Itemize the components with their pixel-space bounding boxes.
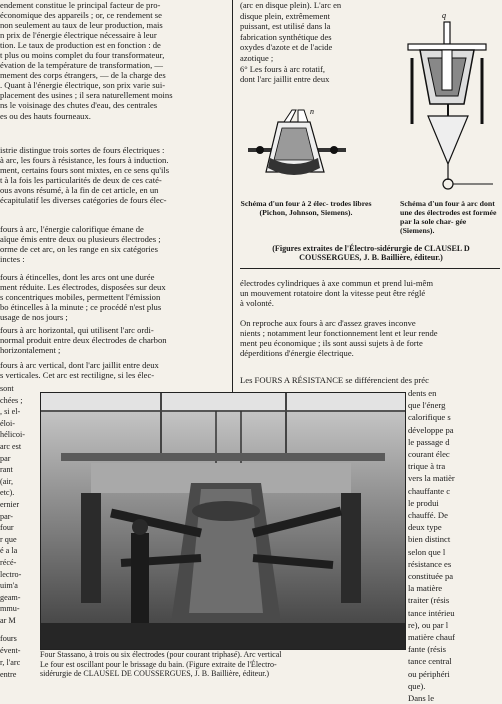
furnace-diagram-two-electrodes <box>248 100 346 194</box>
divider <box>240 268 500 269</box>
figure-caption: Schéma d'un four à arc dont une des électrodes est formée par la sole char- gée (Siemens). <box>400 199 497 235</box>
figures-credit: (Figures extraites de l'Électro-sidérurgie de CLAUSEL D COUSSERGUES, J. B. Baillière, éditeur.) <box>272 244 470 263</box>
list-item: fours à arc horizontal, qui utilisent l'arc ordi- normal produit entre deux électrodes de charbon horizontalement ; <box>0 325 167 356</box>
figure-letter: n <box>310 107 314 116</box>
rotatif-paragraph: électrodes cylindriques à axe commun et prend lui-mêm un mouvement rotatoire dont la vitesse peut être réglé à volonté. <box>240 278 434 309</box>
column-rule <box>232 0 233 440</box>
figure-letter: q <box>442 11 446 20</box>
list-item: fours à étincelles, dont les arcs ont une durée ment réduite. Les électrodes, disposées sur deux s concentriques mobiles, permettent l'émission bo étincelles à la minute ; ce procédé n'est plus usage de nos jours ; <box>0 272 166 323</box>
intro-paragraph: endement constitue le principal facteur de pro- économique des appareils ; or, ce rendement se non seulement au taux de leur production, mais n prix de l'énergie électrique nécessaire à leur tion. Le taux de production est en fonction : de t plus ou moins complet du four transformateur, évation de la température de transformation, — mement des corps étrangers, — de la charge des . Quant à l'énergie électrique, son prix varie sui- placement des usines ; il sera naturellement moins ns le voisinage des chutes d'eau, des centrales es ou des hauts fourneaux. <box>0 0 173 121</box>
resistance-paragraph: dents en que l'énerg calorifique s développe pa le passage d courant élec trique à tra vers la matièr chauffante c le produi chauffé. De deux type bien distinct selon que l résistance es constituée pa la matière traiter (résis tance intérieu re), ou par l matière chauf fante (résis tance central ou périphéri que). Dans le <box>408 388 455 704</box>
resistance-lead: Les FOURS A RÉSISTANCE se différencient des préc <box>240 375 429 385</box>
arc-continued-paragraph: (arc en disque plein). L'arc en disque plein, extrêmement puissant, est utilisé dans la fabrication synthétique des oxydes d'azote et de l'acide azotique ; 6° Les fours à arc rotatif, dont l'arc jaillit entre deux <box>240 0 342 85</box>
cut-off-fragments: sont chées ; , si el- éloi- hélicoi- arc est par rant (air, etc). ernier par- four r que é a la récé- lectro- uim'a geam- mmu- ar M <box>0 384 26 625</box>
categories-paragraph: istrie distingue trois sortes de fours électriques : à arc, les fours à résistance, les fours à induction. ment, certains fours sont mixtes, en ce sens qu'ils t à la fois les particularités de deux de ces caté- ous avons résumé, à la fin de cet article, en un écapitulatif les diverses catégories de fours élec- <box>0 145 170 206</box>
figure-caption: Schéma d'un four à 2 élec- trodes libres (Pichon, Johnson, Siemens). <box>240 199 372 217</box>
stassano-furnace-photo <box>40 392 406 650</box>
cut-off-fragments: fours évent- r, l'arc entre <box>0 634 21 679</box>
photo-caption: Four Stassano, à trois ou six électrodes (pour courant triphasé). Arc vertical Le four est oscillant pour le brissage du bain. (Figure extraite de l'Électro- sidérurgie de CLAUSEL DE COUSSERGUES, J. B. Baillière, éditeur.) <box>40 650 282 679</box>
list-item: fours à arc vertical, dont l'arc jaillit entre deux s verticales. Cet arc est rectiligne, si les élec- <box>0 360 159 381</box>
furnace-diagram-sole-electrode <box>398 4 500 194</box>
reproach-paragraph: On reproche aux fours à arc d'assez graves inconve nients ; notamment leur fonctionnement lent et leur rende ment peu économique ; ils sont aussi sujets à de forte déperditions d'énergie électrique. <box>240 318 438 359</box>
arc-intro-paragraph: fours à arc, l'énergie calorifique émane de aïque émis entre deux ou plusieurs électrodes ; orme de cet arc, on les range en six catégories inctes : <box>0 224 161 265</box>
